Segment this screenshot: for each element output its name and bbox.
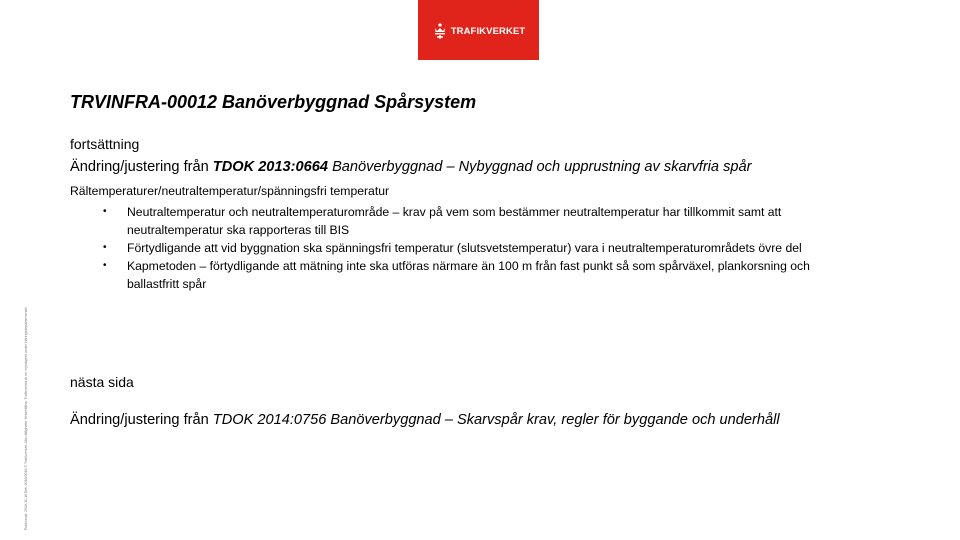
- section1-heading-lead: Ändring/justering från: [70, 159, 209, 175]
- list-item: [100, 203, 820, 239]
- continuation-label: fortsättning: [70, 136, 140, 152]
- section1-heading-ref: TDOK 2013:0664: [212, 159, 328, 175]
- bullet-icon: •: [103, 260, 107, 271]
- page-title: TRVINFRA-00012 Banöverbyggnad Spårsystem: [70, 92, 477, 112]
- list-item: [100, 239, 820, 257]
- section2-heading: [70, 410, 830, 430]
- trafikverket-crown-icon: [432, 22, 448, 40]
- bullet-icon: •: [103, 242, 107, 253]
- section1-heading-rest: Banöverbyggnad – Nybyggnad och upprustning av skarvfria spår: [332, 159, 752, 175]
- section1-heading: [70, 157, 751, 177]
- trafikverket-logo: [418, 0, 539, 60]
- bullet-icon: •: [103, 206, 107, 217]
- bullet-text: Förtydligande att vid byggnation ska spänningsfri temperatur (slutsvetstemperatur) vara i neutraltemperaturområdets övre del: [127, 241, 802, 255]
- section2-heading-lead: Ändring/justering från: [70, 412, 209, 428]
- section1-bullet-list: [100, 203, 820, 293]
- side-footnote: Publicerat: 2016-11-10 Bet: 2016/2016 © Trafikverket. Alla rättigheter förbehållna. Trafikverket är en myndighet under Näringsdepartementet.: [24, 306, 28, 530]
- bullet-text: Neutraltemperatur och neutraltemperaturområde – krav på vem som bestämmer neutraltemperatur har tillkommit samt att neutraltemperatur ska rapporteras till BIS: [127, 205, 782, 237]
- next-page-label: nästa sida: [70, 374, 134, 390]
- section2-heading-rest: TDOK 2014:0756 Banöverbyggnad – Skarvspår krav, regler för byggande och underhåll: [212, 412, 780, 428]
- section1-subheading: Rältemperaturer/neutraltemperatur/spänningsfri temperatur: [70, 184, 390, 198]
- list-item: [100, 257, 820, 293]
- logo-text: TRAFIKVERKET: [450, 25, 526, 37]
- bullet-text: Kapmetoden – förtydligande att mätning inte ska utföras närmare än 100 m från fast punkt så som spårväxel, plankorsning och ballastfritt spår: [127, 259, 810, 291]
